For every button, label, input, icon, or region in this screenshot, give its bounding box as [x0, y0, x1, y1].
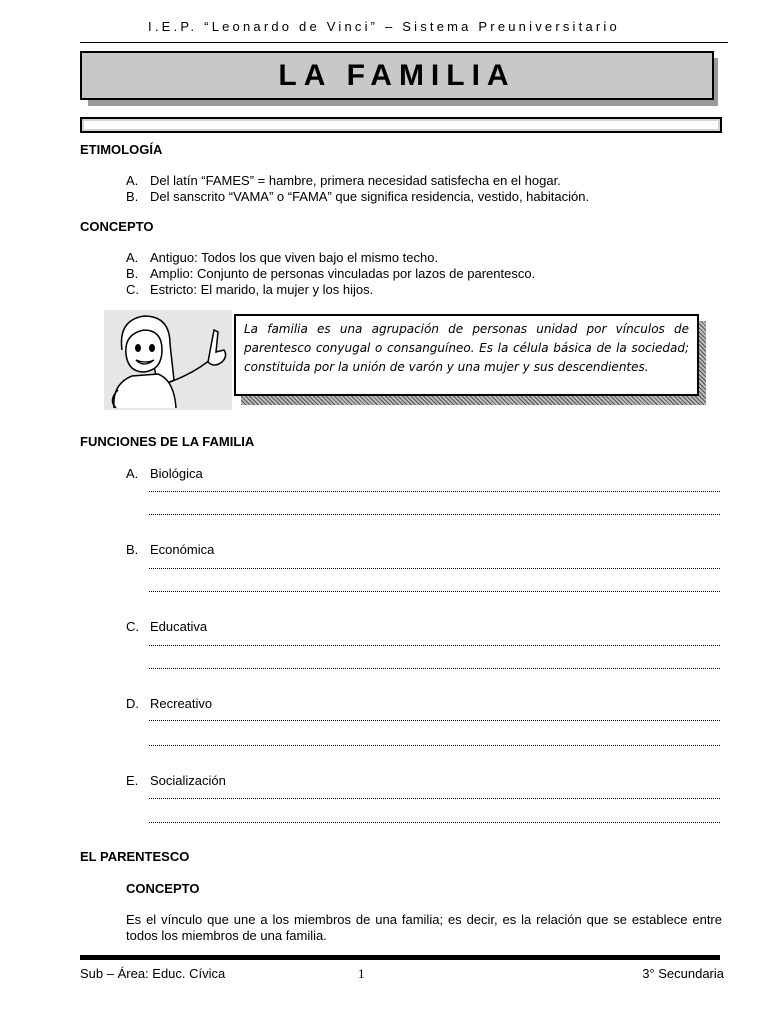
funciones-heading: FUNCIONES DE LA FAMILIA	[80, 434, 255, 449]
list-text: Antiguo: Todos los que viven bajo el mismo techo.	[150, 250, 439, 265]
list-letter: B.	[126, 542, 139, 557]
list-item	[126, 773, 226, 788]
list-item	[126, 189, 589, 204]
parentesco-subheading: CONCEPTO	[126, 881, 200, 896]
answer-line	[149, 514, 720, 515]
list-letter: E.	[126, 773, 139, 788]
answer-line	[149, 745, 720, 746]
decorative-bar	[80, 117, 722, 133]
list-text: Biológica	[150, 466, 203, 481]
parentesco-paragraph: Es el vínculo que une a los miembros de una familia; es decir, es la relación que se establece entre todos los miembros de una familia.	[126, 912, 722, 943]
answer-line	[149, 822, 720, 823]
list-item	[126, 619, 207, 634]
page-title: LA FAMILIA	[80, 51, 714, 100]
list-item	[126, 250, 438, 265]
list-letter: A.	[126, 173, 139, 188]
footer-rule	[80, 955, 720, 960]
list-item	[126, 266, 535, 281]
list-text: Educativa	[150, 619, 208, 634]
list-text: Recreativo	[150, 696, 213, 711]
list-letter: D.	[126, 696, 139, 711]
answer-line	[149, 645, 720, 646]
answer-line	[149, 798, 720, 799]
definition-quote-box: La familia es una agrupación de personas unidad por vínculos de parentesco conyugal o consanguíneo. Es la célula básica de la sociedad; constituida por la unión de varón y una mujer y sus descendientes.	[234, 314, 699, 396]
answer-line	[149, 668, 720, 669]
list-item	[126, 696, 212, 711]
page-header: I.E.P. “Leonardo de Vinci” – Sistema Preuniversitario	[148, 19, 620, 34]
header-rule	[80, 42, 728, 43]
list-text: Socialización	[150, 773, 226, 788]
list-text: Estricto: El marido, la mujer y los hijos.	[150, 282, 374, 297]
list-letter: B.	[126, 189, 139, 204]
etimologia-heading: ETIMOLOGÍA	[80, 142, 163, 157]
list-text: Amplio: Conjunto de personas vinculadas por lazos de parentesco.	[150, 266, 536, 281]
list-letter: B.	[126, 266, 139, 281]
answer-line	[149, 591, 720, 592]
list-item	[126, 282, 373, 297]
parentesco-heading: EL PARENTESCO	[80, 849, 190, 864]
list-text: Del latín “FAMES” = hambre, primera necesidad satisfecha en el hogar.	[150, 173, 561, 188]
footer-subject: Sub – Área: Educ. Cívica	[80, 966, 226, 981]
list-letter: C.	[126, 282, 139, 297]
list-item	[126, 542, 214, 557]
answer-line	[149, 491, 720, 492]
list-text: Económica	[150, 542, 215, 557]
answer-line	[149, 720, 720, 721]
list-item	[126, 173, 561, 188]
footer-grade: 3° Secundaria	[642, 966, 724, 981]
list-text: Del sanscrito “VAMA” o “FAMA” que significa residencia, vestido, habitación.	[150, 189, 590, 204]
answer-line	[149, 568, 720, 569]
list-letter: C.	[126, 619, 139, 634]
list-letter: A.	[126, 250, 139, 265]
list-letter: A.	[126, 466, 139, 481]
woman-pointing-illustration	[104, 310, 232, 410]
list-item	[126, 466, 203, 481]
concepto-heading: CONCEPTO	[80, 219, 154, 234]
page-number: 1	[358, 966, 365, 981]
